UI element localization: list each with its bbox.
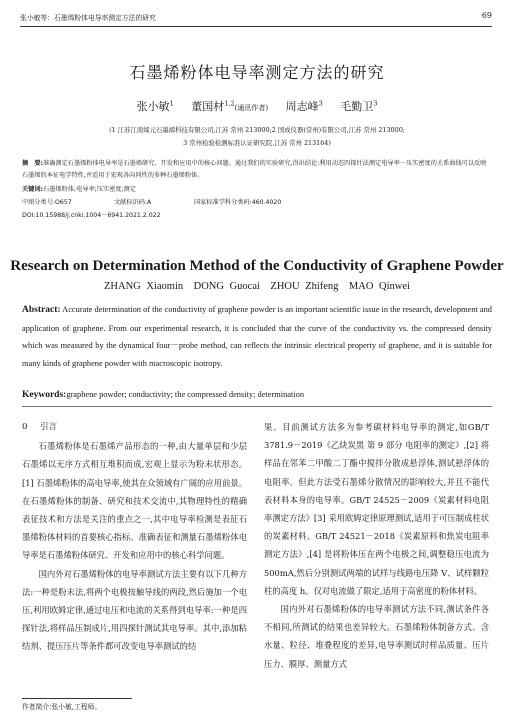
- keywords-text: 石墨烯粉体;电导率;压实密度;测定: [43, 186, 136, 193]
- section-number: 0: [22, 422, 28, 432]
- subject-code: 国家标准学科分类码:460.4020: [194, 199, 282, 206]
- author-affil-mark: 3: [318, 99, 323, 108]
- classification-codes: [22, 197, 492, 209]
- english-title: Research on Determination Method of the Conductivity of Graphene Powder: [10, 258, 504, 274]
- body-column-left: [22, 418, 247, 656]
- chinese-authors: [0, 98, 514, 114]
- body-paragraph: 石墨烯粉体是石墨烯产品形态的一种,由大量单层和少层石墨烯以无序方式相互堆积而成,宏观上显示为粉末状形态。[1] 石墨烯粉体的高电导率,使其在众领域有广阔的应用前景。在石墨烯粉体的制备、研究和技术交流中,其物理特性的精确表征技术和方法是关注的重点之一,其中电导率检测是表征石墨烯粉体材料的首要核心指标。准确表征和测量石墨烯粉体电导率是石墨烯粉体研究、开发和应用中的核心科学问题。: [22, 441, 247, 561]
- author-name: 周志峰: [285, 100, 319, 113]
- section-heading: [22, 418, 247, 436]
- section-title: 引言: [40, 422, 58, 432]
- chinese-abstract: [22, 158, 492, 182]
- author-cn: [137, 100, 174, 113]
- document-code: 文献标识码:A: [114, 199, 152, 206]
- corresponding-author-tag: (通讯作者): [234, 104, 269, 112]
- author-name: 张小敏: [136, 100, 170, 113]
- author-footnote: 作者简介:张小敏,工程师。: [22, 703, 102, 711]
- author-cn: [191, 100, 268, 113]
- running-head-title: 张小敏等：石墨烯粉体电导率测定方法的研究: [20, 14, 156, 22]
- english-keywords: [22, 390, 492, 400]
- doi: DOI:10.15988/j.cnki.1004－6941.2021.2.022: [22, 212, 161, 219]
- author-affil-mark: 1,2: [224, 99, 235, 108]
- abstract-text: 准确测定石墨烯粉体电导率是石墨烯研究、开发和应用中的核心问题。通过我们的实验研究,得出结论:利用动态四探针法测定电导率－压实密度的关系曲线可以反映石墨烯的本征电学特性,并适用于宏观各向同性的多种石墨烯粉体。: [22, 160, 487, 179]
- clc-code: 中图分类号:O657: [22, 199, 72, 206]
- abstract-text: Accurate determination of the conductivity of graphene powder is an important scientific issue in the research, development and application of graphene. From our experimental research, it is concluded that the curve of the conductivity vs. the compressed density which was measured by the dynamical four－probe method, can reflects the intrinsic electrical property of graphene, and it is suitable for many kinds of graphene powder with macroscopic isotropy.: [22, 305, 492, 368]
- author-name: 毛勤卫: [340, 100, 374, 113]
- english-authors: ZHANG Xiaomin DONG Guocai ZHOU Zhifeng MAO Qinwei: [104, 281, 410, 292]
- body-paragraph: 国内外对石墨烯粉体的电导率测试方法不同,测试条件各不相同,所测试的结果也差异较大。石墨烯粉体制备方式、含水量、粒径、堆叠程度的差异,电导率测试时样品质量、压片压力、膜厚、测量方式: [264, 604, 489, 669]
- author-cn: [286, 100, 323, 113]
- affiliation-line: 3 常州检验检测标准认证研究院,江苏 常州 213164): [183, 139, 331, 147]
- page-number: 69: [481, 11, 492, 20]
- keywords-label: 关键词:: [22, 186, 44, 193]
- author-affil-mark: 1: [169, 99, 174, 108]
- footnote-divider: [22, 698, 132, 699]
- author-cn: [340, 100, 377, 113]
- keywords-label: Keywords:: [22, 390, 67, 400]
- affiliation-line: (1 江苏江南烯元石墨烯科技有限公司,江苏 常州 213000;2 国成仪器(常州)有限公司,江苏 常州 213000;: [109, 126, 405, 134]
- chinese-keywords: [22, 184, 492, 196]
- author-affil-mark: 3: [373, 99, 378, 108]
- english-abstract: [22, 301, 492, 372]
- abstract-label: 摘 要:: [22, 160, 44, 167]
- author-name: 董国材: [191, 100, 225, 113]
- body-paragraph: 果。目前测试方法多为参考碳材料电导率的测定,如GB/T 3781.9－2019《乙炔炭黑 第 9 部分 电阻率的测定》,[2] 将样品在邻苯二甲酸二丁酯中搅拌分散成悬浮体,测试悬浮体的电阻率。但此方法受石墨烯分散情况的影响较大,并且不能代表材料本身的电导率。GB/T 24525－2009《炭素材料电阻率测定方法》[3] 采用欧姆定律原理测试,适用于可压制成柱状的炭素材料。GB/T 24521－2018《炭素原料和焦炭电阻率测定方法》,[4] 是将粉体压在两个电极之间,调整稳压电流为 500mA,然后分别测试两端的试样与线路电压降 V、试样颗粒柱的高度 h。仅对电流做了限定,适用于高密度的粉体材料。: [264, 422, 489, 596]
- header-divider: [20, 26, 492, 27]
- body-column-right: [264, 418, 489, 673]
- abstract-label: Abstract:: [22, 305, 61, 315]
- section-divider: [22, 406, 492, 407]
- keywords-text: graphene powder; conductivity; the compressed density; determination: [66, 390, 305, 399]
- chinese-title: 石墨烯粉体电导率测定方法的研究: [129, 63, 385, 82]
- body-paragraph: 国内外对石墨烯粉体的电导率测试方法主要有以下几种方法:一种是粉末法,将两个电极按触导线的两段,然后施加一个电压,利用欧姆定律,通过电压和电流的关系得到电导率:一种是四探针法,将样品压制成片,用四探针测试其电导率。其中,添加粘结剂、提压压片等条件都可改变电导率测试的结: [22, 568, 247, 652]
